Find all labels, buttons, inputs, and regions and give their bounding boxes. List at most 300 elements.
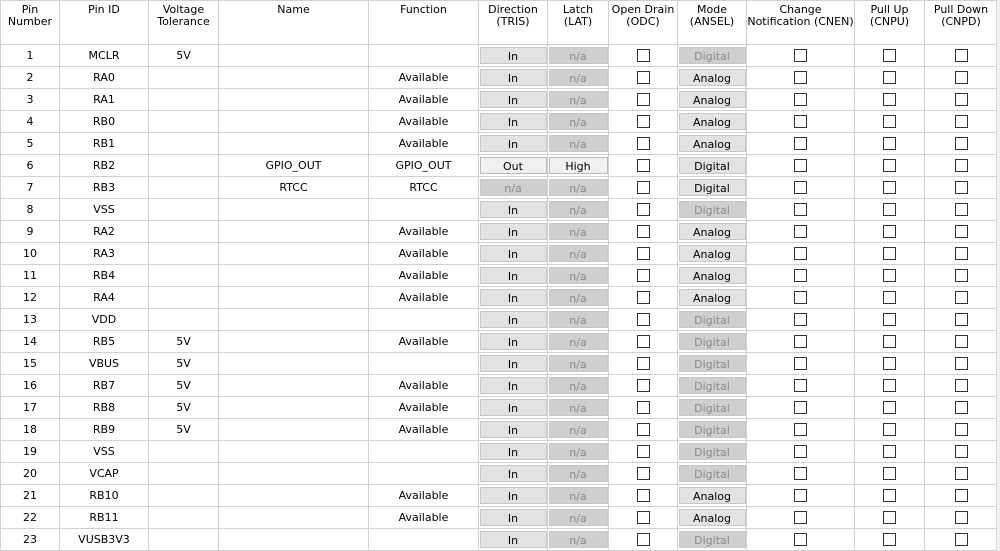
latch-toggle[interactable]: n/a [549,69,608,86]
function-cell[interactable] [369,199,479,221]
change-notification-checkbox[interactable] [794,335,807,348]
change-notification-checkbox[interactable] [794,71,807,84]
pin-id-cell [60,45,149,67]
change-notification-checkbox[interactable] [794,313,807,326]
pin-row[interactable] [1,529,998,551]
voltage-tolerance-cell [149,507,219,529]
pull-up-checkbox[interactable] [883,159,896,172]
direction-toggle[interactable]: In [480,399,547,416]
mode-toggle[interactable]: Analog [679,245,746,262]
name-cell[interactable] [219,529,369,551]
change-notification-checkbox[interactable] [794,533,807,546]
latch-toggle[interactable]: n/a [549,223,608,240]
pull-up-checkbox[interactable] [883,247,896,260]
change-notification-checkbox[interactable] [794,467,807,480]
latch-toggle[interactable]: n/a [549,421,608,438]
mode-toggle[interactable]: Digital [679,355,746,372]
header-label: Change Notification (CNEN) [747,4,854,28]
pull-up-checkbox[interactable] [883,401,896,414]
open-drain-checkbox[interactable] [637,71,650,84]
open-drain-checkbox[interactable] [637,137,650,150]
pull-down-checkbox[interactable] [955,533,968,546]
mode-toggle[interactable]: Analog [679,135,746,152]
pull-up-checkbox[interactable] [883,511,896,524]
change-notification-checkbox[interactable] [794,159,807,172]
pull-up-checkbox[interactable] [883,203,896,216]
mode-cell [678,67,747,89]
direction-toggle[interactable]: In [480,421,547,438]
voltage-tolerance: 5V [176,49,191,62]
pin-row[interactable] [1,331,998,353]
mode-cell [678,45,747,67]
change-notification-checkbox[interactable] [794,489,807,502]
pull-down-checkbox[interactable] [955,269,968,282]
open-drain-checkbox[interactable] [637,357,650,370]
pull-up-checkbox[interactable] [883,269,896,282]
pin-number-cell [1,529,60,551]
function-cell[interactable] [369,45,479,67]
open-drain-checkbox[interactable] [637,401,650,414]
mode-toggle[interactable]: Analog [679,69,746,86]
pin-id: RB1 [92,137,116,150]
pin-id: RA0 [93,71,115,84]
pull-down-checkbox[interactable] [955,291,968,304]
function-cell[interactable] [369,89,479,111]
function-cell[interactable] [369,529,479,551]
change-notification-checkbox[interactable] [794,291,807,304]
open-drain-checkbox[interactable] [637,159,650,172]
pin-row[interactable] [1,419,998,441]
open-drain-checkbox[interactable] [637,181,650,194]
change-notification-checkbox[interactable] [794,269,807,282]
mode-toggle[interactable]: Digital [679,201,746,218]
open-drain-checkbox[interactable] [637,247,650,260]
pull-down-checkbox[interactable] [955,489,968,502]
direction-toggle[interactable]: n/a [480,179,547,196]
name-cell[interactable] [219,111,369,133]
mode-toggle[interactable]: Digital [679,157,746,174]
pin-number-cell [1,397,60,419]
mode-toggle[interactable]: Analog [679,289,746,306]
name-cell[interactable] [219,419,369,441]
name-cell[interactable] [219,485,369,507]
name-cell[interactable] [219,353,369,375]
name-cell[interactable] [219,441,369,463]
direction-toggle[interactable]: In [480,311,547,328]
pull-up-checkbox[interactable] [883,533,896,546]
latch-cell [548,45,609,67]
name-cell[interactable] [219,463,369,485]
direction-toggle[interactable]: In [480,487,547,504]
pin-id: RA4 [93,291,115,304]
function-cell[interactable] [369,331,479,353]
pull-up-cell [855,199,925,221]
pull-up-checkbox[interactable] [883,137,896,150]
latch-cell [548,441,609,463]
voltage-tolerance-cell [149,309,219,331]
header-voltage-tolerance[interactable] [149,1,219,45]
pin-id: MCLR [88,49,120,62]
latch-cell [548,419,609,441]
function-cell[interactable] [369,111,479,133]
open-drain-checkbox[interactable] [637,423,650,436]
latch-toggle[interactable]: n/a [549,531,608,548]
latch-cell [548,89,609,111]
function-cell[interactable] [369,441,479,463]
header-pull-down[interactable] [925,1,998,45]
pin-row[interactable] [1,463,998,485]
mode-toggle[interactable]: Analog [679,509,746,526]
pull-up-checkbox[interactable] [883,71,896,84]
name-cell[interactable] [219,89,369,111]
mode-toggle[interactable]: Digital [679,179,746,196]
pull-up-checkbox[interactable] [883,49,896,62]
direction-toggle[interactable]: In [480,69,547,86]
pull-down-checkbox[interactable] [955,225,968,238]
name-cell[interactable] [219,331,369,353]
open-drain-checkbox[interactable] [637,335,650,348]
function-cell[interactable] [369,507,479,529]
pull-up-cell [855,265,925,287]
direction-toggle[interactable]: In [480,91,547,108]
name-cell[interactable] [219,67,369,89]
name-cell[interactable] [219,177,369,199]
change-notification-checkbox[interactable] [794,511,807,524]
pull-down-checkbox[interactable] [955,423,968,436]
latch-toggle[interactable]: n/a [549,311,608,328]
header-function[interactable] [369,1,479,45]
mode-cell [678,111,747,133]
pin-row[interactable] [1,397,998,419]
function-cell[interactable] [369,419,479,441]
open-drain-cell [609,45,678,67]
name-cell[interactable] [219,243,369,265]
pull-down-cell [925,89,998,111]
latch-toggle[interactable]: n/a [549,201,608,218]
pull-down-checkbox[interactable] [955,115,968,128]
voltage-tolerance-cell [149,133,219,155]
direction-toggle[interactable]: In [480,201,547,218]
pull-down-cell [925,353,998,375]
latch-toggle[interactable]: n/a [549,113,608,130]
pin-row[interactable] [1,287,998,309]
pull-down-checkbox[interactable] [955,71,968,84]
change-notification-checkbox[interactable] [794,93,807,106]
latch-toggle[interactable]: n/a [549,377,608,394]
pull-down-checkbox[interactable] [955,93,968,106]
pull-down-checkbox[interactable] [955,137,968,150]
pull-up-checkbox[interactable] [883,93,896,106]
pin-row[interactable] [1,507,998,529]
pull-up-checkbox[interactable] [883,445,896,458]
pull-down-checkbox[interactable] [955,247,968,260]
latch-toggle[interactable]: n/a [549,509,608,526]
open-drain-checkbox[interactable] [637,93,650,106]
pull-up-checkbox[interactable] [883,423,896,436]
change-notification-checkbox[interactable] [794,49,807,62]
mode-toggle[interactable]: Digital [679,47,746,64]
latch-toggle[interactable]: n/a [549,443,608,460]
function-cell[interactable] [369,353,479,375]
pin-row[interactable] [1,375,998,397]
change-notification-cell [747,265,855,287]
pull-down-cell [925,133,998,155]
pull-up-checkbox[interactable] [883,357,896,370]
pull-down-checkbox[interactable] [955,159,968,172]
change-notification-checkbox[interactable] [794,379,807,392]
vertical-scrollbar[interactable] [996,0,1000,551]
direction-cell [479,111,548,133]
function-cell[interactable] [369,485,479,507]
mode-toggle[interactable]: Digital [679,311,746,328]
pin-function: Available [398,71,449,84]
open-drain-cell [609,419,678,441]
open-drain-checkbox[interactable] [637,533,650,546]
change-notification-cell [747,243,855,265]
header-name[interactable] [219,1,369,45]
pin-row[interactable] [1,221,998,243]
name-cell[interactable] [219,397,369,419]
mode-toggle[interactable]: Digital [679,531,746,548]
mode-toggle[interactable]: Analog [679,223,746,240]
latch-toggle[interactable]: n/a [549,267,608,284]
pin-row[interactable] [1,199,998,221]
pull-up-checkbox[interactable] [883,335,896,348]
direction-toggle[interactable]: In [480,47,547,64]
mode-cell [678,309,747,331]
change-notification-checkbox[interactable] [794,247,807,260]
direction-toggle[interactable]: In [480,113,547,130]
direction-toggle[interactable]: In [480,509,547,526]
name-cell[interactable] [219,507,369,529]
pull-down-cell [925,375,998,397]
pin-id: VCAP [89,467,119,480]
pin-row[interactable] [1,309,998,331]
latch-toggle[interactable]: n/a [549,289,608,306]
open-drain-checkbox[interactable] [637,269,650,282]
change-notification-cell [747,177,855,199]
function-cell[interactable] [369,177,479,199]
latch-toggle[interactable]: n/a [549,465,608,482]
header-change-notification[interactable] [747,1,855,45]
pull-down-cell [925,243,998,265]
mode-toggle[interactable]: Analog [679,267,746,284]
latch-toggle[interactable]: High [549,157,608,174]
pull-down-checkbox[interactable] [955,313,968,326]
mode-toggle[interactable]: Digital [679,421,746,438]
pull-down-checkbox[interactable] [955,379,968,392]
pin-row[interactable] [1,155,998,177]
pin-name: GPIO_OUT [265,159,322,172]
pull-up-checkbox[interactable] [883,181,896,194]
direction-cell [479,419,548,441]
name-cell[interactable] [219,155,369,177]
pin-number: 20 [23,467,37,480]
open-drain-checkbox[interactable] [637,225,650,238]
pin-row[interactable] [1,485,998,507]
pin-row[interactable] [1,353,998,375]
name-cell[interactable] [219,221,369,243]
latch-cell [548,67,609,89]
name-cell[interactable] [219,309,369,331]
pull-up-cell [855,155,925,177]
name-cell[interactable] [219,133,369,155]
open-drain-checkbox[interactable] [637,291,650,304]
pull-down-checkbox[interactable] [955,511,968,524]
latch-toggle[interactable]: n/a [549,135,608,152]
change-notification-checkbox[interactable] [794,357,807,370]
name-cell[interactable] [219,199,369,221]
header-direction[interactable] [479,1,548,45]
direction-toggle[interactable]: In [480,289,547,306]
pull-up-cell [855,309,925,331]
change-notification-checkbox[interactable] [794,445,807,458]
open-drain-cell [609,331,678,353]
pull-down-checkbox[interactable] [955,445,968,458]
change-notification-checkbox[interactable] [794,181,807,194]
function-cell[interactable] [369,287,479,309]
open-drain-checkbox[interactable] [637,489,650,502]
pull-up-checkbox[interactable] [883,313,896,326]
latch-toggle[interactable]: n/a [549,91,608,108]
latch-toggle[interactable]: n/a [549,487,608,504]
mode-toggle[interactable]: Digital [679,333,746,350]
change-notification-cell [747,199,855,221]
direction-toggle[interactable]: In [480,355,547,372]
open-drain-checkbox[interactable] [637,445,650,458]
direction-toggle[interactable]: In [480,267,547,284]
open-drain-checkbox[interactable] [637,379,650,392]
mode-toggle[interactable]: Analog [679,91,746,108]
pin-row[interactable] [1,243,998,265]
direction-toggle[interactable]: In [480,377,547,394]
pull-down-checkbox[interactable] [955,181,968,194]
pull-up-checkbox[interactable] [883,489,896,502]
function-cell[interactable] [369,155,479,177]
header-latch[interactable] [548,1,609,45]
header-pin-id[interactable] [60,1,149,45]
change-notification-cell [747,463,855,485]
change-notification-checkbox[interactable] [794,401,807,414]
latch-toggle[interactable]: n/a [549,333,608,350]
function-cell[interactable] [369,67,479,89]
voltage-tolerance-cell [149,199,219,221]
direction-toggle[interactable]: In [480,443,547,460]
name-cell[interactable] [219,45,369,67]
mode-toggle[interactable]: Digital [679,443,746,460]
name-cell[interactable] [219,375,369,397]
pull-up-checkbox[interactable] [883,467,896,480]
name-cell[interactable] [219,265,369,287]
latch-toggle[interactable]: n/a [549,47,608,64]
pin-row[interactable] [1,89,998,111]
function-cell[interactable] [369,375,479,397]
pin-row[interactable] [1,45,998,67]
change-notification-cell [747,89,855,111]
mode-toggle[interactable]: Digital [679,465,746,482]
pull-down-checkbox[interactable] [955,335,968,348]
header-mode[interactable] [678,1,747,45]
change-notification-checkbox[interactable] [794,203,807,216]
direction-toggle[interactable]: In [480,135,547,152]
latch-toggle[interactable]: n/a [549,355,608,372]
change-notification-checkbox[interactable] [794,423,807,436]
function-cell[interactable] [369,133,479,155]
mode-toggle[interactable]: Analog [679,487,746,504]
pin-row[interactable] [1,67,998,89]
function-cell[interactable] [369,221,479,243]
function-cell[interactable] [369,463,479,485]
pull-down-checkbox[interactable] [955,49,968,62]
open-drain-checkbox[interactable] [637,511,650,524]
open-drain-checkbox[interactable] [637,467,650,480]
change-notification-checkbox[interactable] [794,115,807,128]
direction-toggle[interactable]: In [480,465,547,482]
pin-row[interactable] [1,111,998,133]
voltage-tolerance: 5V [176,379,191,392]
latch-toggle[interactable]: n/a [549,399,608,416]
open-drain-checkbox[interactable] [637,203,650,216]
pin-function: Available [398,115,449,128]
mode-toggle[interactable]: Digital [679,377,746,394]
pull-down-checkbox[interactable] [955,357,968,370]
pin-number-cell [1,221,60,243]
latch-toggle[interactable]: n/a [549,245,608,262]
open-drain-cell [609,375,678,397]
header-pull-up[interactable] [855,1,925,45]
change-notification-cell [747,529,855,551]
function-cell[interactable] [369,265,479,287]
voltage-tolerance-cell [149,397,219,419]
function-cell[interactable] [369,309,479,331]
pin-row[interactable] [1,265,998,287]
pull-up-checkbox[interactable] [883,225,896,238]
function-cell[interactable] [369,397,479,419]
mode-toggle[interactable]: Analog [679,113,746,130]
pin-row[interactable] [1,133,998,155]
pin-number: 17 [23,401,37,414]
change-notification-checkbox[interactable] [794,225,807,238]
name-cell[interactable] [219,287,369,309]
direction-toggle[interactable]: Out [480,157,547,174]
pull-up-checkbox[interactable] [883,115,896,128]
header-pin-number[interactable] [1,1,60,45]
direction-toggle[interactable]: In [480,333,547,350]
pull-up-checkbox[interactable] [883,291,896,304]
open-drain-checkbox[interactable] [637,115,650,128]
header-open-drain[interactable] [609,1,678,45]
latch-toggle[interactable]: n/a [549,179,608,196]
change-notification-checkbox[interactable] [794,137,807,150]
pull-down-checkbox[interactable] [955,203,968,216]
latch-cell [548,155,609,177]
pin-row[interactable] [1,441,998,463]
pull-up-checkbox[interactable] [883,379,896,392]
voltage-tolerance-cell [149,287,219,309]
direction-toggle[interactable]: In [480,245,547,262]
direction-toggle[interactable]: In [480,531,547,548]
direction-toggle[interactable]: In [480,223,547,240]
pull-down-checkbox[interactable] [955,401,968,414]
pull-down-cell [925,155,998,177]
pin-row[interactable] [1,177,998,199]
function-cell[interactable] [369,243,479,265]
pull-down-checkbox[interactable] [955,467,968,480]
mode-toggle[interactable]: Digital [679,399,746,416]
header-row [1,1,998,45]
open-drain-checkbox[interactable] [637,313,650,326]
open-drain-checkbox[interactable] [637,49,650,62]
